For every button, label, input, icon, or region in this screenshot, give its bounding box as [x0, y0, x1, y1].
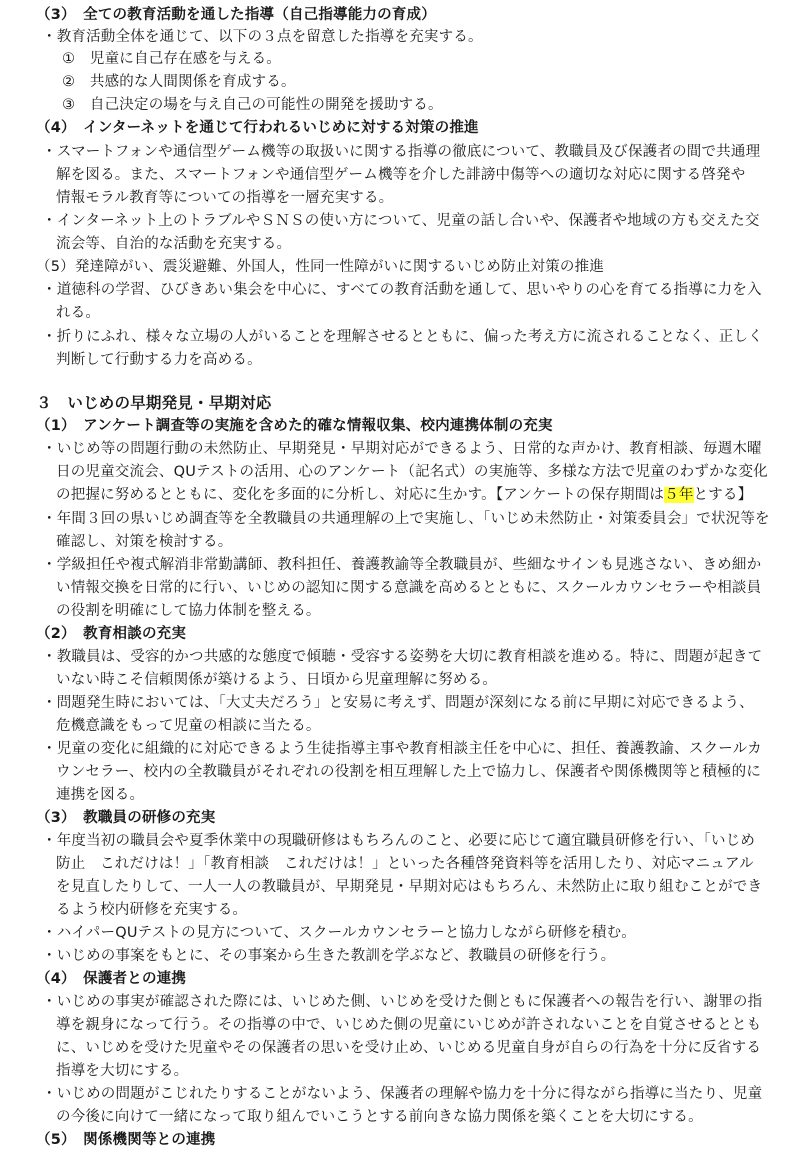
line-text: ② 共感的な人間関係を育成する。 [62, 74, 296, 90]
line-text-tail: とする】 [693, 487, 753, 503]
text-line [42, 438, 762, 461]
line-text: ・児童の変化に組織的に対応できるよう生徒指導主事や教育相談主任を中心に、担任、養護教諭、スクールカ [42, 741, 763, 757]
line-text: ウンセラー、校内の全教職員がそれぞれの役割を相互理解した上で協力し、保護者や関係機関等と積極的に [56, 764, 762, 780]
text-line [56, 715, 321, 738]
line-text: ３ いじめの早期発見・早期対応 [36, 394, 272, 412]
text-line [42, 922, 636, 945]
line-text: に、いじめを受けた児童やその保護者の思いを受け止め、いじめる児童自身が自らの行為を十分に反省する [56, 1040, 762, 1056]
text-line [42, 945, 615, 968]
text-line [56, 233, 291, 256]
text-line [56, 349, 262, 372]
line-text: いない時こそ信頼関係が築けるよう、日頃から児童理解に努める。 [56, 672, 497, 688]
line-text: の把握に努めるとともに、変化を多面的に分析し、対応に生かす。【アンケートの保存期間は [56, 487, 665, 503]
line-text: るよう校内研修を充実する。 [56, 902, 248, 918]
line-text: ・いじめ等の問題行動の未然防止、早期発見・早期対応ができるよう、日常的な声かけ、教育相談、毎週木曜 [42, 441, 762, 457]
text-line [42, 830, 755, 853]
text-line [42, 738, 762, 761]
text-line [42, 646, 762, 669]
line-text: ・年間３回の県いじめ調査等を全教職員の共通理解の上で実施し、「いじめ未然防止・対策委員会」で状況等を [42, 511, 770, 527]
text-line [56, 187, 393, 210]
text-line [56, 1060, 188, 1083]
section-heading [36, 117, 479, 140]
text-line [42, 26, 483, 49]
text-line [56, 164, 745, 187]
text-line [56, 669, 497, 692]
line-text: 解を図る。また、スマートフォンや通信型ゲーム機等を介した誹謗中傷等への適切な対応に関する啓発や [56, 167, 746, 183]
line-text: 判断して行動する力を高める。 [56, 352, 262, 368]
text-line [62, 71, 296, 94]
line-text: 情報モラル教育等についての指導を一層充実する。 [56, 190, 394, 206]
line-text: 導を親身になって行う。その指導の中で、いじめた側の児童にいじめが許されないことを自覚させるととも [56, 1017, 762, 1033]
line-text: ・インターネット上のトラブルやＳＮＳの使い方について、児童の話し合いや、保護者や地域の方も交えた交 [42, 213, 760, 229]
line-text: の今後に向けて一緒になって取り組んでいこうとする前向きな協力関係を築くことを大切にする。 [56, 1109, 703, 1125]
line-text: 防止 これだけは！」「教育相談 これだけは！」といった各種啓発資料等を活用したり、対応マニュアル [56, 856, 754, 872]
section-heading [36, 623, 186, 646]
line-text: れる。 [56, 305, 101, 321]
line-text: 流会等、自治的な活動を充実する。 [56, 236, 292, 252]
text-line [56, 600, 321, 623]
section-heading [36, 4, 436, 27]
line-text: （3） 全ての教育活動を通した指導（自己指導能力の育成） [36, 7, 436, 23]
line-text: 指導を大切にする。 [56, 1063, 189, 1079]
highlighted-text: ５年 [664, 487, 694, 503]
section-heading [36, 968, 186, 991]
line-text: （4） 保護者との連携 [36, 971, 187, 987]
line-text: 連携を図る。 [56, 787, 145, 803]
line-text: ・問題発生時においては、「大丈夫だろう」と安易に考えず、問題が深刻になる前に早期に対応できるよう、 [42, 695, 754, 711]
line-text: （2） 教育相談の充実 [36, 626, 187, 642]
text-line [42, 141, 760, 164]
line-text: の役割を明確にして協力体制を整える。 [56, 603, 321, 619]
text-line [42, 210, 760, 233]
line-text: ・教育活動全体を通じて、以下の３点を留意した指導を充実する。 [42, 29, 483, 45]
line-text: を見直したりして、一人一人の教職員が、早期発見・早期対応はもちろん、未然防止に取り組むことができ [56, 879, 763, 895]
line-text: ① 児童に自己存在感を与える。 [62, 51, 281, 67]
line-text: （5）発達障がい、震災避難、外国人，性同一性障がいに関するいじめ防止対策の推進 [36, 259, 605, 275]
text-line [56, 577, 761, 600]
section-heading [36, 807, 215, 830]
line-text: ・教職員は、受容的かつ共感的な態度で傾聴・受容する姿勢を大切に教育相談を進める。特に、問題が起きて [42, 649, 763, 665]
section-heading [36, 392, 272, 415]
line-text: ・年度当初の職員会や夏季休業中の現職研修はもちろんのこと、必要に応じて適宜職員研修を行い、「いじめ [42, 833, 756, 849]
line-text: （4） インターネットを通じて行われるいじめに対する対策の推進 [36, 120, 479, 136]
line-text: 危機意識をもって児童の相談に当たる。 [56, 718, 321, 734]
line-text: ・いじめの事案をもとに、その事案から生きた教訓を学ぶなど、教職員の研修を行う。 [42, 948, 616, 964]
line-text: （1） アンケート調査等の実施を含めた的確な情報収集、校内連携体制の充実 [36, 418, 553, 434]
line-text: （5） 関係機関等との連携 [36, 1132, 216, 1148]
line-text: （3） 教職員の研修の充実 [36, 810, 216, 826]
text-line [36, 256, 604, 279]
line-text: 日の児童交流会、QUテストの活用、心のアンケート（記名式）の実施等、多様な方法で児童のわずかな変化 [56, 464, 768, 480]
text-line [42, 991, 762, 1014]
line-text: ・いじめの問題がこじれたりすることがないよう、保護者の理解や協力を十分に得ながら指導に当たり、児童 [42, 1086, 763, 1102]
text-line [56, 484, 752, 507]
line-text: ③ 自己決定の場を与え自己の可能性の開発を援助する。 [62, 97, 443, 113]
text-line [56, 876, 762, 899]
text-line [62, 94, 443, 117]
text-line [56, 853, 754, 876]
line-text: ・いじめの事実が確認された際には、いじめた側、いじめを受けた側ともに保護者への報告を行い、謝罪の指 [42, 994, 763, 1010]
line-text: ・折りにふれ、様々な立場の人がいることを理解させるとともに、偏った考え方に流されることなく、正しく [42, 329, 763, 345]
text-line [42, 554, 761, 577]
text-line [42, 326, 763, 349]
text-line [56, 302, 100, 325]
line-text: ・学級担任や複式解消非常勤講師、教科担任、養護教諭等全教職員が、些細なサインも見逃さない、きめ細か [42, 557, 762, 573]
section-heading [36, 1129, 215, 1152]
text-line [56, 531, 232, 554]
line-text: ・道徳科の学習、ひびきあい集会を中心に、すべての教育活動を通して、思いやりの心を育てる指導に力を入 [42, 282, 762, 298]
text-line [56, 784, 144, 807]
line-text: ・スマートフォンや通信型ゲーム機等の取扱いに関する指導の徹底について、教職員及び保護者の間で共通理 [42, 144, 761, 160]
text-line [42, 692, 754, 715]
text-line [56, 761, 761, 784]
text-line [62, 48, 281, 71]
text-line [42, 1083, 762, 1106]
line-text: 確認し、対策を検討する。 [56, 534, 233, 550]
line-text: い情報交換を日常的に行い、いじめの認知に関する意識を高めるとともに、スクールカウンセラーや相談員 [56, 580, 762, 596]
text-line [42, 279, 762, 302]
line-text: ・ハイパーQUテストの見方について、スクールカウンセラーと協力しながら研修を積む。 [42, 925, 636, 941]
text-line [56, 1014, 761, 1037]
text-line [56, 461, 768, 484]
section-heading [36, 415, 553, 438]
text-line [42, 508, 770, 531]
text-line [56, 1106, 703, 1129]
text-line [56, 1037, 761, 1060]
text-line [56, 899, 247, 922]
